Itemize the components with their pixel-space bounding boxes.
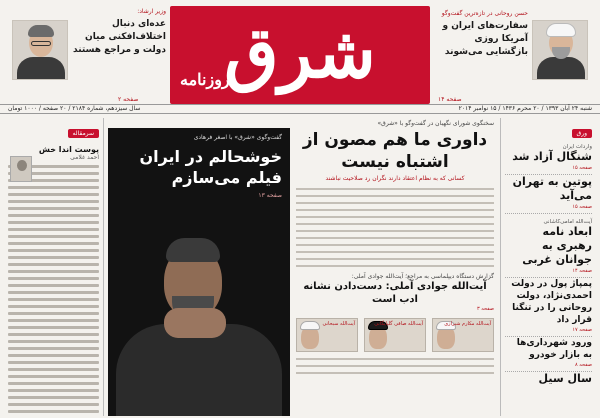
story-headline[interactable]: ابعاد نامه رهبری به جوانان غربی — [522, 225, 592, 266]
left-story-headline[interactable]: عده‌ای دنبال اختلاف‌افکنی میان دولت و مراجع هستند — [73, 19, 166, 55]
thumb-label: آیت‌الله سبحانی — [322, 321, 355, 327]
feature-headline[interactable]: خوشحالم در ایران فیلم می‌سازم — [139, 147, 282, 187]
story-kicker: آیت‌الله امامی‌کاشانی — [543, 219, 592, 225]
thumb-label: آیت‌الله صافی گلپایگانی — [374, 321, 423, 327]
story-headline[interactable]: پوتین به تهران می‌آید — [512, 175, 592, 202]
right-story-kicker: حسن روحانی در تازه‌ترین گفت‌وگو — [441, 10, 528, 17]
secondary-headline[interactable]: آیت‌الله جوادی آملی: دست‌دادن نشانه ادب است — [303, 281, 487, 305]
story-ref: صفحه ۱۴ — [572, 268, 592, 274]
lead-story — [292, 118, 498, 416]
story-headline[interactable]: شنگال آزاد شد — [512, 150, 592, 163]
editorial-body — [8, 165, 99, 413]
feature-ref: صفحه ۱۳ — [258, 192, 282, 199]
secondary-kicker: گزارش دستگاه دیپلماسی به مراجع؛ آیت‌الله جوادی آملی: — [351, 273, 494, 280]
secondary-ref: صفحه ۳ — [477, 306, 494, 312]
story-ref: صفحه ۸ — [575, 362, 592, 368]
story-kicker: واردات ایران — [562, 144, 592, 150]
section-tag: ورق — [572, 129, 592, 138]
dateline-bar — [0, 104, 600, 114]
story-ref: صفحه ۱۵ — [572, 165, 592, 171]
editorial-author: احمد غلامی — [70, 154, 99, 161]
issue-date: شنبه ۲۴ آبان ۱۳۹۳ / ۲۰ محرم ۱۴۳۶ / ۱۵ نوامبر ۲۰۱۴ — [458, 105, 592, 112]
author-photo — [10, 156, 32, 182]
cleric-thumbnails — [296, 318, 494, 352]
story-ref: صفحه ۱۵ — [572, 204, 592, 210]
section-tag: سرمقاله — [68, 129, 99, 138]
right-column — [500, 118, 596, 416]
right-story-body — [432, 50, 528, 58]
masthead — [0, 0, 600, 112]
secondary-body — [296, 358, 494, 374]
cleric-thumb[interactable] — [296, 318, 358, 352]
lead-headline[interactable]: داوری ما هم مصون از اشتباه نیست — [302, 130, 488, 172]
newspaper-logo-sub: روزنامه — [180, 70, 230, 89]
feature-kicker: گفت‌وگوی «شرق» با اصغر فرهادی — [193, 134, 282, 141]
lead-subheadline: کسانی که به نظام اعتقاد دارند نگران رد صلاحیت نباشند — [325, 175, 465, 182]
story-headline[interactable]: سال سیل — [538, 372, 592, 385]
story-headline[interactable]: پمپاژ پول در دولت احمدی‌نژاد، دولت روحانی را در تنگنا قرار داد — [511, 279, 592, 325]
lead-body — [296, 188, 494, 267]
story-ref: صفحه ۱۷ — [572, 327, 592, 333]
left-story-ref: صفحه ۲ — [118, 96, 139, 103]
right-story-ref: صفحه ۱۴ — [438, 96, 462, 103]
divider — [505, 213, 592, 214]
left-column — [4, 118, 104, 416]
right-story-headline[interactable]: سفارت‌های ایران و آمریکا روزی بازگشایی می‌شوند — [442, 21, 528, 57]
logo-band — [170, 6, 430, 104]
lead-kicker: سخنگوی شورای نگهبان در گفت‌وگو با «شرق» — [377, 120, 494, 127]
editorial-headline[interactable]: پوست اندا خش — [38, 145, 99, 154]
cleric-thumb[interactable] — [432, 318, 494, 352]
rouhani-photo — [532, 20, 588, 80]
left-story-kicker: وزیر ارشاد: — [137, 8, 166, 15]
newspaper-logo: شرق — [224, 11, 376, 94]
portrait-hands — [164, 308, 226, 338]
thumb-label: آیت‌الله مکارم شیرازی — [444, 321, 491, 327]
cleric-thumb[interactable] — [364, 318, 426, 352]
minister-photo — [12, 20, 68, 80]
story-headline[interactable]: ورود شهرداری‌ها به بازار خودرو — [516, 338, 592, 360]
feature-photo-story[interactable] — [108, 128, 290, 416]
issue-number: سال سیزدهم، شماره ۲۱۸۴ / ۲۰ صفحه / ۱۰۰۰ تومان — [8, 105, 141, 112]
portrait-hair — [166, 238, 220, 262]
